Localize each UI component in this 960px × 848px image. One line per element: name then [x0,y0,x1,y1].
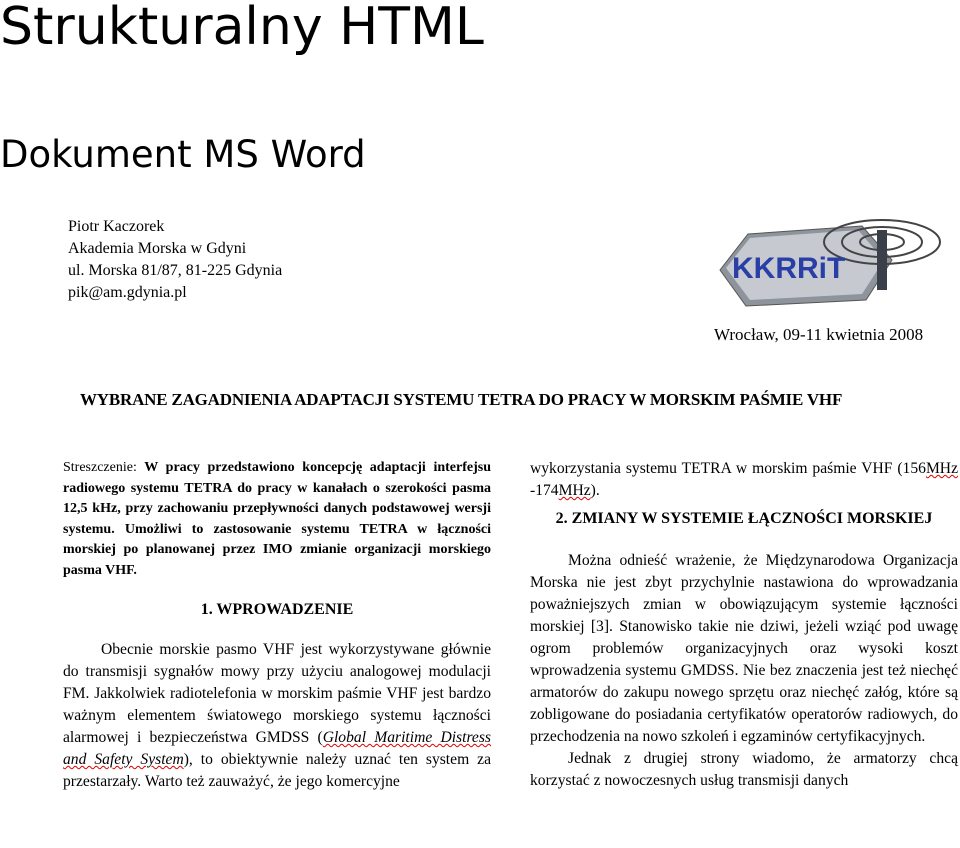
author-address: ul. Morska 81/87, 81-225 Gdynia [68,262,283,279]
author-institution: Akademia Morska w Gdyni [68,240,247,257]
abstract-text: W pracy przedstawiono koncepcję adaptacji interfejsu radiowego systemu TETRA do pracy w kanałach o szerokości pasma 12,5 kHz, przy zachowaniu przepływności danych podstawowej wersji systemu. Umożliwi to zastosowanie systemu TETRA w łączności morskiej po planowanej przez IMO zmianie organizacji morskiego pasma VHF. [63,460,491,578]
word-document-image [60,212,960,848]
left-column [63,458,491,793]
italic-term: Global Maritime Distress and Safety System [63,729,491,768]
right-column [530,458,958,792]
paper-title: WYBRANE ZAGADNIENIA ADAPTACJI SYSTEMU TETRA DO PRACY W MORSKIM PAŚMIE VHF [80,390,843,409]
author-block [68,216,282,304]
section-2-paragraph-1: Można odnieść wrażenie, że Międzynarodowa Organizacja Morska nie jest zbyt przychylnie nastawiona do wprowadzania poważniejszych zmian w obowiązującym systemie łączności morskiej [3]. Stanowisko takie nie dziwi, jeżeli wziąć pod uwagę ogrom problemów organizacyjnych oraz wysoki koszt wprowadzenia systemu GMDSS. Nie bez znaczenia jest też niechęć armatorów do zakupu nowego sprzętu oraz niechęć załóg, które są zobligowane do posiadania certyfikatów operatorów radiowych, do przechodzenia na nowo szkoleń i egzaminów certyfikacyjnych. [530,552,958,745]
section-2-heading: 2. ZMIANY W SYSTEMIE ŁĄCZNOŚCI MORSKIEJ [555,510,933,527]
logo-text: KKRRiT [732,252,846,285]
slide-title: Strukturalny HTML [0,0,484,57]
conference-date: Wrocław, 09-11 kwietnia 2008 [714,325,924,344]
section-1-heading: 1. WPROWADZENIE [200,601,354,618]
continuation-paragraph: wykorzystania systemu TETRA w morskim paśmie VHF (156MHz -174MHz). [530,460,958,499]
author-name: Piotr Kaczorek [68,218,165,235]
section-1-paragraph: Obecnie morskie pasmo VHF jest wykorzystywane głównie do transmisji sygnałów mowy przy użyciu analogowej modulacji FM. Jakkolwiek radiotelefonia w morskim paśmie VHF jest bardzo ważnym elementem światowego morskiego systemu łączności alarmowej i bezpieczeństwa GMDSS (Global Maritime Distress and Safety System), to obiektywnie należy uznać ten system za przestarzały. Warto też zauważyć, że jego komercyjne [63,641,491,790]
slide-subtitle: Dokument MS Word [0,133,366,176]
abstract-label: Streszczenie: [63,460,137,475]
author-email: pik@am.gdynia.pl [68,284,187,301]
conference-logo [712,212,952,312]
section-2-paragraph-2: Jednak z drugiej strony wiadomo, że armatorzy chcą korzystać z nowoczesnych usług transmisji danych [530,750,958,789]
abstract [63,458,491,581]
